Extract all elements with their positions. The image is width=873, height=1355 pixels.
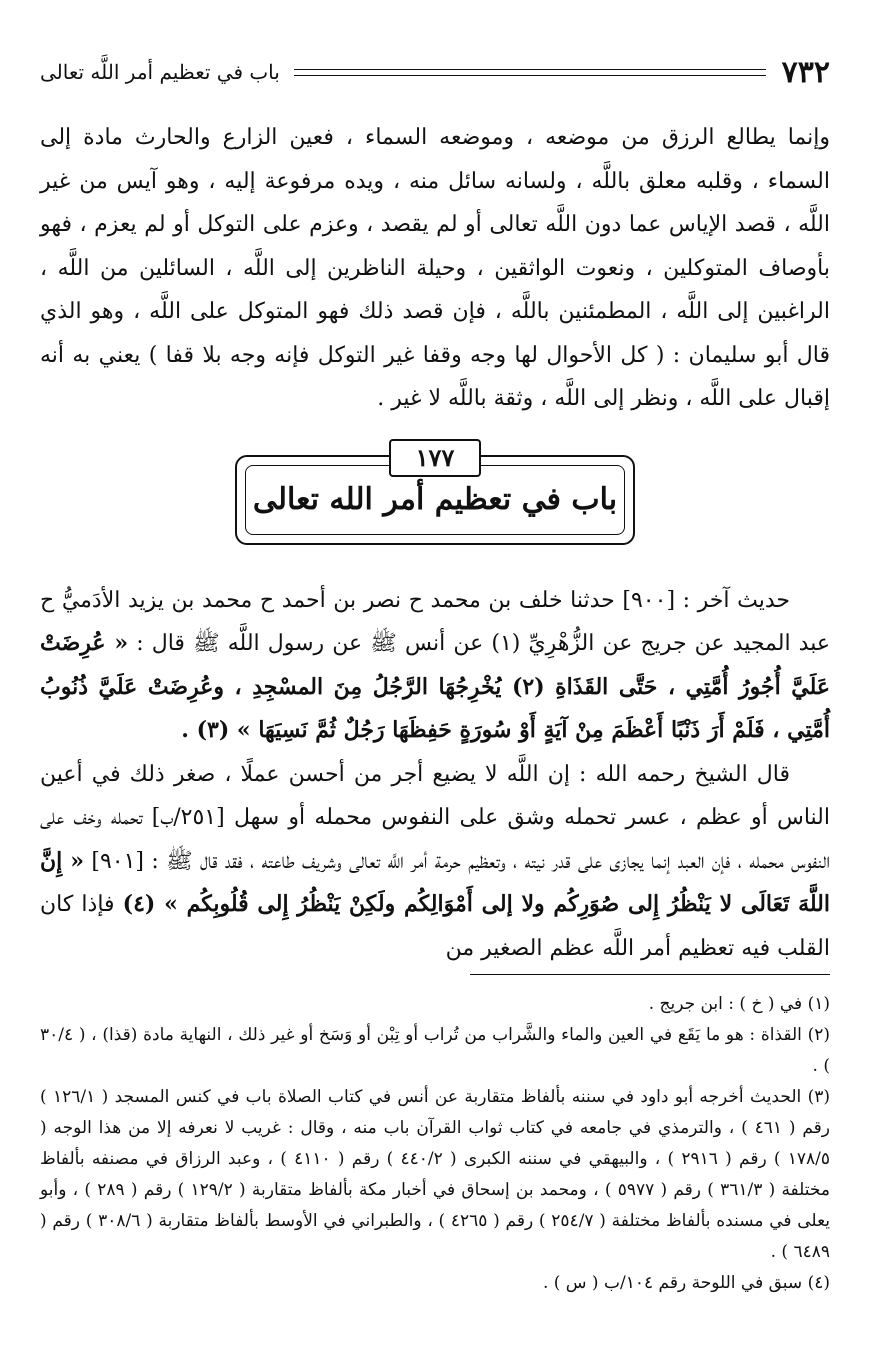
hadith-matn: « عُرِضَتْ عَلَيَّ أُجُورُ أُمَّتِي ، حَتَّى القَذَاةِ (٢) يُخْرِجُهَا الرَّجُلُ مِنَ المسْجِدِ ، وعُرِضَتْ عَلَيَّ ذُنُوبُ أُمَّتِي ، فَلَمْ أَرَ ذَنْبًا أَعْظَمَ مِنْ آيَةٍ أَوْ سُورَةٍ حَفِظَهَا رَجُلٌ ثُمَّ نَسِيَهَا » (٣) . bbox=[40, 630, 830, 743]
hadith-block bbox=[40, 579, 830, 971]
footnote-2: (٢) القذاة : هو ما يَقَع في العين والماء والشَّراب من تُراب أو تِبْن أو وَسَخ أو غير ذلك ، النهاية مادة (قذا) ، ( ٣٠/٤ ) . bbox=[40, 1025, 830, 1076]
page-number: ٧٣٢ bbox=[781, 54, 830, 90]
footnote-3: (٣) الحديث أخرجه أبو داود في سننه بألفاظ متقاربة عن أنس في كتاب الصلاة باب في كنس المسجد ( ١٢٦/١ ) رقم ( ٤٦١ ) ، والترمذي في جامعه في كتاب ثواب القرآن باب منه ، وقال : غريب لا نعرفه إلا من هذا الوجه ( ١٧٨/٥ ) رقم ( ٢٩١٦ ) ، والبيهقي في سننه الكبرى ( ٤٤٠/٢ ) رقم ( ٤١١٠ ) ، وعبد الرزاق في مصنفه بألفاظ مختلفة ( ٣٦١/٣ ) رقم ( ٥٩٧٧ ) ، ومحمد بن إسحاق في أخبار مكة بألفاظ متقاربة ( ١٢٩/٢ ) رقم ( ٢٨٩ ) ، وأبو يعلى في مسنده بألفاظ مختلفة ( ٢٥٤/٧ ) رقم ( ٤٢٦٥ ) ، والطبراني في الأوسط بألفاظ متقاربة ( ٣٠٨/٦ ) رقم ( ٦٤٨٩ ) . bbox=[40, 1087, 831, 1262]
header-rule bbox=[294, 69, 766, 76]
page-header bbox=[40, 52, 830, 92]
commentary-hadith: « إِنَّ اللَّهَ تَعَالَى لا يَنْظُرُ إِلى صُوَرِكُم ولا إلى أَمْوَالِكُم ولَكِنْ يَنْظُرُ إِلى قُلُوبِكُم » (٤) bbox=[40, 847, 830, 917]
book-page bbox=[40, 52, 830, 1299]
commentary-paragraph bbox=[40, 753, 830, 971]
footnotes bbox=[40, 989, 830, 1299]
hadith-isnad: حديث آخر : [٩٠٠] حدثنا خلف بن محمد ح نصر بن أحمد ح محمد بن يزيد الأدَميُّ ح عبد المجيد عن جريج عن الزُّهْرِيِّ (١) عن أنس ﷺ عن رسول اللَّه ﷺ قال : bbox=[40, 587, 830, 656]
footnote-4: (٤) سبق في اللوحة رقم ١٠٤/ب ( س ) . bbox=[542, 1273, 830, 1293]
footnote-1: (١) في ( خ ) : ابن جريج . bbox=[648, 994, 830, 1014]
running-title: باب في تعظيم أمر اللَّه تعالى bbox=[40, 60, 280, 84]
commentary-tail: فإذا كان القلب فيه تعظيم أمر اللَّه عظم الصغير من bbox=[40, 892, 830, 961]
commentary-text: قال الشيخ رحمه الله : إن اللَّه لا يضيع أجر من أحسن عملًا ، صغر ذلك في أعين الناس أو عظم ، عسر تحمله وشق على النفوس محمله أو سهل [٢٥١/ب] تحمله وخف على النفوس محمله ، فإن العبد إنما يجازى على قدر نيته ، وتعظيم حرمة أمر اللَّه تعالى وشريف طاعته ، فقد قال ﷺ : [٩٠١] bbox=[40, 761, 831, 874]
chapter-heading bbox=[40, 439, 830, 579]
intro-paragraph: وإنما يطالع الرزق من موضعه ، وموضعه السماء ، فعين الزارع والحارث مادة إلى السماء ، وقلبه معلق باللَّه ، ولسانه سائل منه ، ويده مرفوعة إليه ، وهو آيس من غير اللَّه ، قصد الإياس عما دون اللَّه تعالى أو لم يقصد ، وعزم على التوكل أو لم يعزم ، فهو بأوصاف المتوكلين ، ونعوت الواثقين ، وحيلة الناظرين إلى اللَّه ، السائلين من اللَّه ، الراغبين إلى اللَّه ، المطمئنين باللَّه ، فإن قصد ذلك فهو المتوكل على اللَّه ، وهو الذي قال أبو سليمان : ( كل الأحوال لها وجه وقفا غير التوكل فإنه وجه بلا قفا ) يعني به أنه إقبال على اللَّه ، ونظر إلى اللَّه ، وثقة باللَّه لا غير . bbox=[40, 125, 831, 411]
footnote-rule bbox=[470, 974, 830, 975]
intro-paragraph-block bbox=[40, 116, 830, 421]
chapter-title: باب في تعظيم أمر الله تعالى bbox=[252, 482, 618, 517]
chapter-number: ١٧٧ bbox=[389, 439, 481, 477]
hadith-paragraph bbox=[40, 579, 830, 753]
